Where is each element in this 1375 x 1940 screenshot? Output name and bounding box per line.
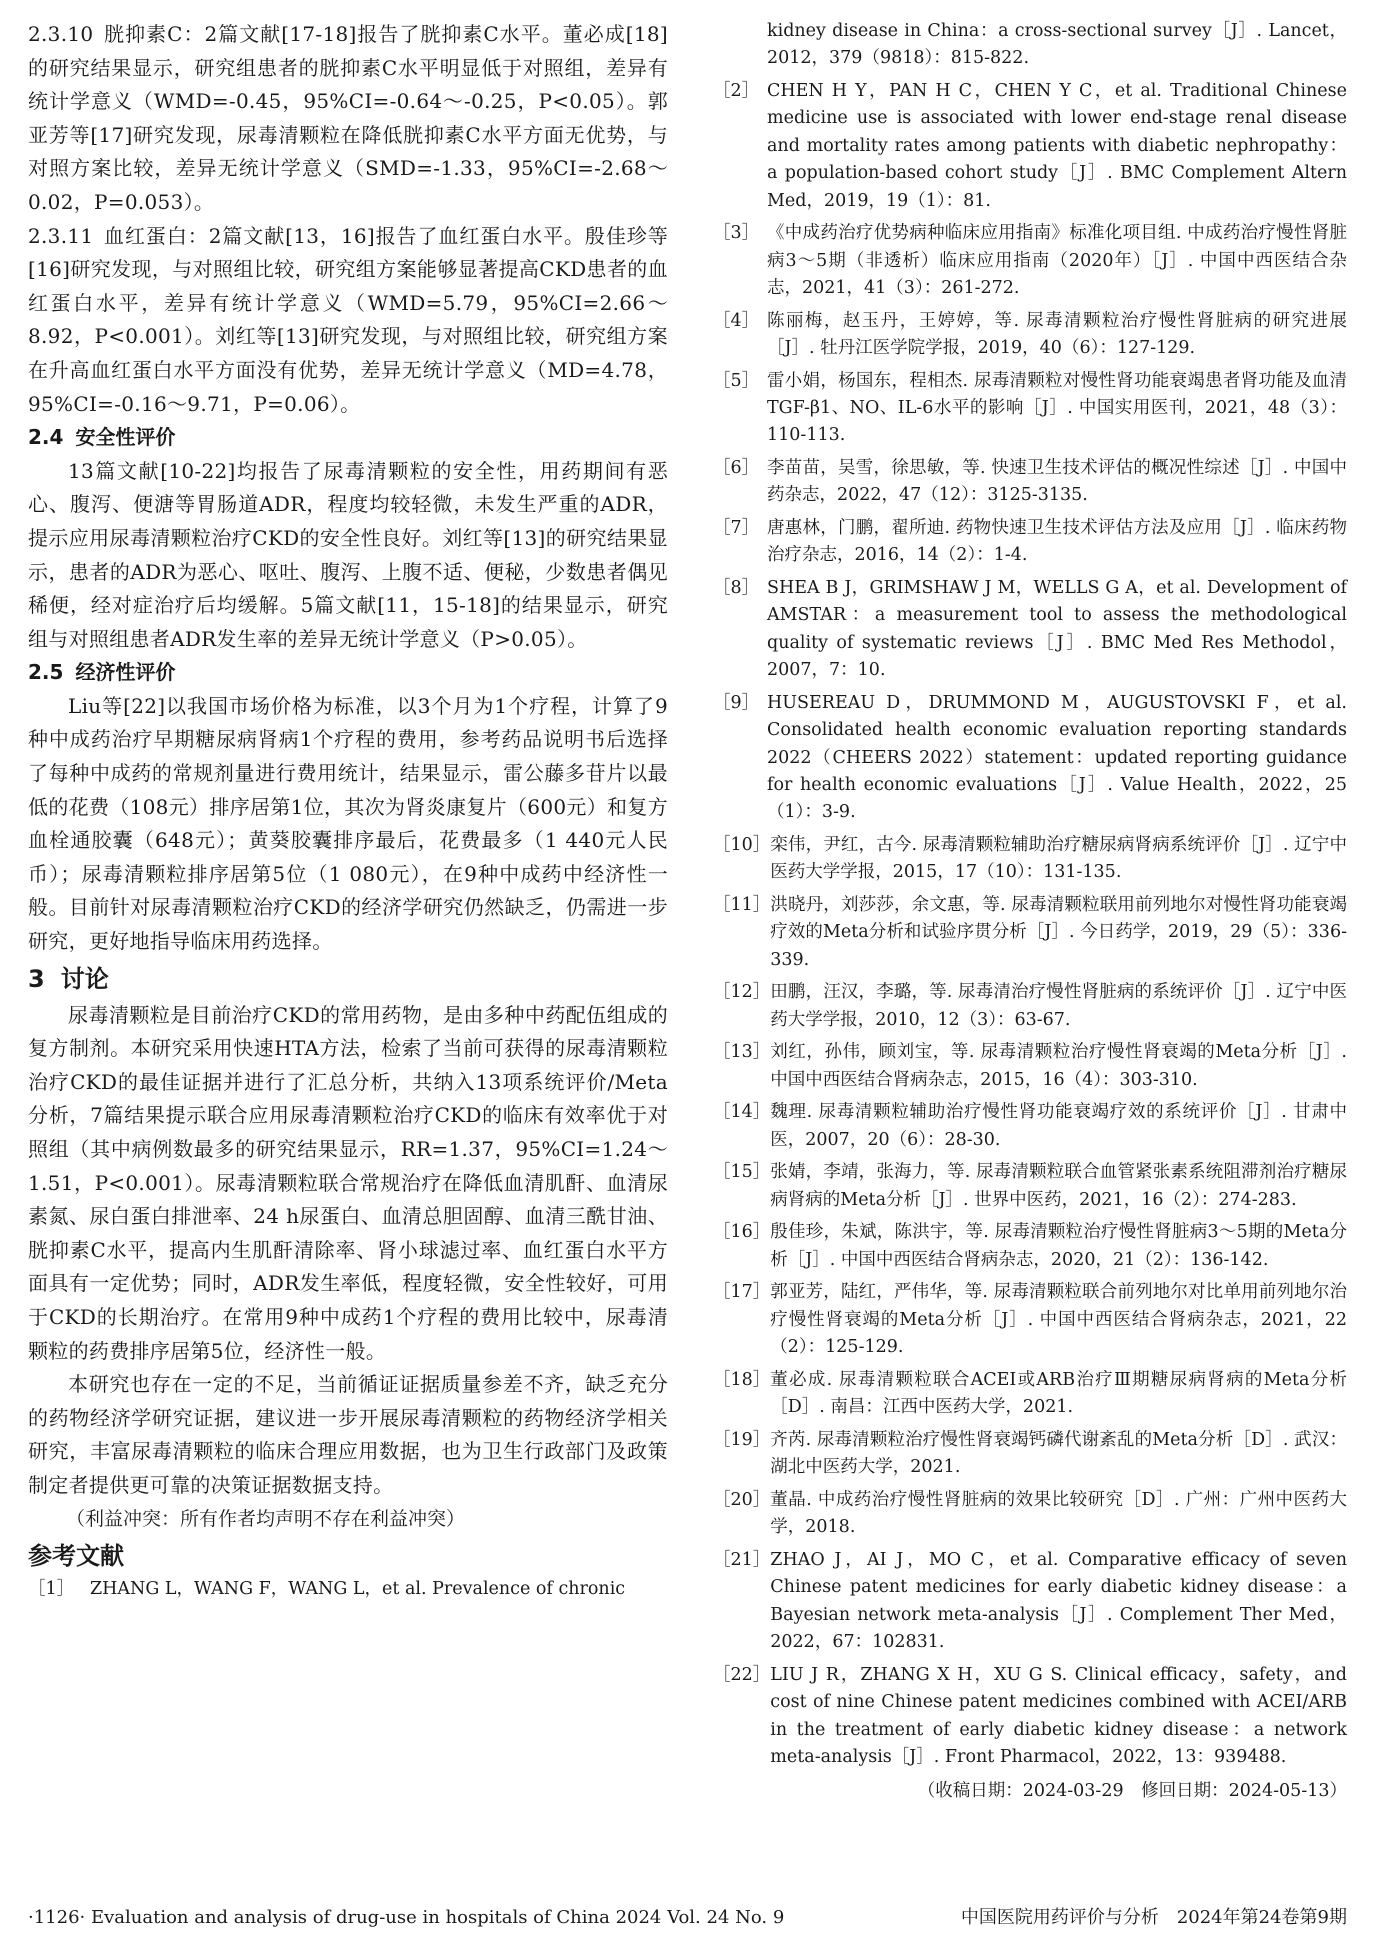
left-column [28,18,668,1608]
reference-item [713,308,1347,363]
section-2-3-10 [28,18,668,220]
reference-item [713,515,1347,570]
reference-item [713,18,1347,73]
reference-item [713,690,1347,827]
reference-list-left [28,1576,668,1603]
reference-text: 刘红，孙伟，顾刘宝，等. 尿毒清颗粒治疗慢性肾衰竭的Meta分析［J］. 中国中西医结合肾病杂志，2015，16（4）：303-310. [770,1042,1347,1090]
footer-right: 中国医院用药评价与分析 2024年第24卷第9期 [960,1907,1347,1928]
section-number: 3 [28,964,45,993]
reference-item [713,892,1347,974]
reference-item [713,1547,1347,1657]
reference-text: 雷小娟，杨国东，程相杰. 尿毒清颗粒对慢性肾功能衰竭患者肾功能及血清TGF-β1、NO、IL-6水平的影响［J］. 中国实用医刊，2021，48（3）：110-113. [767,370,1347,446]
reference-number: ［14］ [713,1102,771,1123]
reference-item [713,1099,1347,1154]
reference-item [713,1039,1347,1094]
reference-text: LIU J R，ZHANG X H，XU G S. Clinical efficacy，safety，and cost of nine Chinese patent medicines combined with ACEI/ARB in the treatment of early diabetic kidney disease：a network meta-analysis［J］. Front Pharmacol，2022，13：939488. [770,1664,1347,1767]
section-2-4-heading [28,421,668,455]
reference-item [713,979,1347,1034]
reference-item [713,1487,1347,1542]
section-title: 经济性评价 [75,660,176,685]
reference-number: ［5］ [713,370,760,391]
reference-item [713,832,1347,887]
reference-number: ［10］ [713,835,771,856]
received-dates: （收稿日期：2024-03-29 修回日期：2024-05-13） [917,1780,1347,1801]
reference-number: ［19］ [713,1429,771,1450]
reference-text: ZHANG L，WANG F，WANG L，et al. Prevalence of chronic [90,1579,626,1600]
reference-text: 陈丽梅，赵玉丹，王婷婷，等. 尿毒清颗粒治疗慢性肾脏病的研究进展［J］. 牡丹江医学院学报，2019，40（6）：127-129. [767,310,1347,359]
reference-number: ［6］ [713,458,760,479]
reference-number: ［11］ [713,895,771,916]
reference-number: ［17］ [713,1282,771,1303]
references-heading: 参考文献 [28,1542,124,1571]
reference-number: ［2］ [713,81,760,101]
reference-text: CHEN H Y，PAN H C，CHEN Y C，et al. Traditional Chinese medicine use is associated with lower end-stage renal disease and mortality rates among patients with diabetic nephropathy：a population-based cohort study［J］. BMC Complement Altern Med，2019，19（1）：81. [767,81,1347,211]
reference-number: ［4］ [713,310,760,331]
section-text: 血红蛋白：2篇文献[13，16]报告了血红蛋白水平。殷佳珍等[16]研究发现，与对照组比较，研究组方案能够显著提高CKD患者的血红蛋白水平，差异有统计学意义（WMD=5.79，95%CI=2.66～8.92，P<0.001）。刘红等[13]研究发现，与对照组比较，研究组方案在升高血红蛋白水平方面没有优势，差异无统计学意义（MD=4.78，95%CI=-0.16～9.71，P=0.06）。 [28,223,668,416]
section-text: 胱抑素C：2篇文献[17-18]报告了胱抑素C水平。董必成[18]的研究结果显示，研究组患者的胱抑素C水平明显低于对照组，差异有统计学意义（WMD=-0.45，95%CI=-0.64～-0.25，P<0.05）。郭亚芳等[17]研究发现，尿毒清颗粒在降低胱抑素C水平方面无优势，与对照方案比较，差异无统计学意义（SMD=-1.33，95%CI=-2.68～0.02，P=0.053）。 [28,22,668,214]
right-column [713,18,1347,1805]
reference-item [713,1427,1347,1482]
section-2-3-11 [28,220,668,422]
reference-item [713,455,1347,510]
reference-number: ［7］ [713,518,760,539]
reference-text: 田鹏，汪汉，李璐，等. 尿毒清治疗慢性肾脏病的系统评价［J］. 辽宁中医药大学学报，2010，12（3）：63-67. [770,982,1347,1030]
page-footer [28,1906,1347,1930]
reference-text: HUSEREAU D，DRUMMOND M，AUGUSTOVSKI F，et al. Consolidated health economic evaluation reporting standards 2022（CHEERS 2022）statement：updated reporting guidance for health economic evaluations［J］. Value Health，2022，25（1）：3-9. [767,692,1347,823]
reference-text: 张婧，李靖，张海力，等. 尿毒清颗粒联合血管紧张素系统阻滞剂治疗糖尿病肾病的Meta分析［J］. 世界中医药，2021，16（2）：274-283. [770,1162,1347,1210]
reference-number [713,18,767,73]
section-number: 2.3.11 [28,223,94,248]
reference-item [713,1159,1347,1214]
section-2-5-text: Liu等[22]以我国市场价格为标准，以3个月为1个疗程，计算了9种中成药治疗早期糖尿病肾病1个疗程的费用，参考药品说明书后选择了每种中成药的常规剂量进行费用统计，结果显示，雷公藤多苷片以最低的花费（108元）排序居第1位，其次为肾炎康复片（600元）和复方血栓通胶囊（648元）；黄葵胶囊排序最后，花费最多（1 440元人民币）；尿毒清颗粒排序居第5位（1 080元），在9种中成药中经济性一般。目前针对尿毒清颗粒治疗CKD的经济学研究仍然缺乏，仍需进一步研究，更好地指导临床用药选择。 [28,693,668,954]
section-title: 安全性评价 [75,425,176,450]
reference-text: 魏理. 尿毒清颗粒辅助治疗慢性肾功能衰竭疗效的系统评价［J］. 甘肃中医，2007，20（6）：28-30. [770,1102,1347,1150]
reference-item [713,575,1347,685]
reference-item [713,368,1347,450]
reference-item [28,1576,668,1603]
reference-number: ［13］ [713,1042,771,1063]
reference-text: 郭亚芳，陆红，严伟华，等. 尿毒清颗粒联合前列地尔对比单用前列地尔治疗慢性肾衰竭的Meta分析［J］. 中国中西医结合肾病杂志，2021，22（2）：125-129. [770,1282,1347,1358]
reference-text: ZHAO J，AI J，MO C，et al. Comparative efficacy of seven Chinese patent medicines for early diabetic kidney disease：a Bayesian network meta-analysis［J］. Complement Ther Med，2022，67：102831. [770,1549,1347,1653]
reference-number: ［9］ [713,692,760,713]
reference-item [713,1219,1347,1274]
reference-list-right [713,18,1347,1771]
reference-text: 董晶. 中成药治疗慢性肾脏病的效果比较研究［D］. 广州：广州中医药大学，2018. [770,1489,1347,1538]
discussion-paragraph-1: 尿毒清颗粒是目前治疗CKD的常用药物，是由多种中药配伍组成的复方制剂。本研究采用快速HTA方法，检索了当前可获得的尿毒清颗粒治疗CKD的最佳证据并进行了汇总分析，共纳入13项系统评价/Meta分析，7篇结果提示联合应用尿毒清颗粒治疗CKD的临床有效率优于对照组（其中病例数最多的研究结果显示，RR=1.37，95%CI=1.24～1.51，P<0.001）。尿毒清颗粒联合常规治疗在降低血清肌酐、血清尿素氮、尿白蛋白排泄率、24 h尿蛋白、血清总胆固醇、血清三酰甘油、胱抑素C水平，提高内生肌酐清除率、肾小球滤过率、血红蛋白水平方面具有一定优势；同时，ADR发生率低，程度轻微，安全性较好，可用于CKD的长期治疗。在常用9种中成药1个疗程的费用比较中，尿毒清颗粒的药费排序居第5位，经济性一般。 [28,1002,668,1363]
reference-text: SHEA B J，GRIMSHAW J M，WELLS G A，et al. Development of AMSTAR：a measurement tool to assess the methodological quality of systematic reviews［J］. BMC Med Res Methodol，2007，7：10. [767,578,1347,681]
reference-item [713,1367,1347,1422]
reference-number: ［16］ [713,1222,771,1243]
section-number: 2.4 [28,425,64,450]
reference-text: 殷佳珍，朱斌，陈洪宇，等. 尿毒清颗粒治疗慢性肾脏病3～5期的Meta分析［J］. 中国中西医结合肾病杂志，2020，21（2）：136-142. [770,1222,1347,1270]
reference-item [713,1279,1347,1361]
section-2-5-heading [28,656,668,690]
reference-number: ［21］ [713,1549,771,1570]
reference-item [713,78,1347,215]
reference-item [713,220,1347,302]
section-title: 讨论 [60,964,109,993]
reference-number: ［3］ [713,223,760,244]
reference-number: ［1］ [28,1579,75,1600]
footer-left: ·1126· Evaluation and analysis of drug-use in hospitals of China 2024 Vol. 24 No. 9 [28,1907,785,1928]
reference-text: 栾伟，尹红，古今. 尿毒清颗粒辅助治疗糖尿病肾病系统评价［J］. 辽宁中医药大学学报，2015，17（10）：131-135. [770,835,1347,883]
reference-text: 洪晓丹，刘莎莎，余文惠，等. 尿毒清颗粒联用前列地尔对慢性肾功能衰竭疗效的Meta分析和试验序贯分析［J］. 今日药学，2019，29（5）：336-339. [770,895,1347,970]
discussion-paragraph-2: 本研究也存在一定的不足，当前循证证据质量参差不齐，缺乏充分的药物经济学研究证据，建议进一步开展尿毒清颗粒的药物经济学相关研究，丰富尿毒清颗粒的临床合理应用数据，也为卫生行政部门及政策制定者提供更可靠的决策证据数据支持。 [28,1372,668,1497]
reference-number: ［8］ [713,578,760,599]
reference-text: kidney disease in China：a cross-sectional survey［J］. Lancet，2012，379（9818）：815-822. [767,21,1347,69]
section-number: 2.5 [28,660,64,685]
reference-number: ［18］ [713,1369,771,1390]
section-2-4-text: 13篇文献[10-22]均报告了尿毒清颗粒的安全性，用药期间有恶心、腹泻、便溏等胃肠道ADR，程度均较轻微，未发生严重的ADR，提示应用尿毒清颗粒治疗CKD的安全性良好。刘红等[13]的研究结果显示，患者的ADR为恶心、呕吐、腹泻、上腹不适、便秘，少数患者偶见稀便，经对症治疗后均缓解。5篇文献[11，15-18]的结果显示，研究组与对照组患者ADR发生率的差异无统计学意义（P>0.05）。 [28,458,668,651]
section-number: 2.3.10 [28,22,94,46]
reference-number: ［15］ [713,1162,771,1183]
reference-number: ［12］ [713,982,771,1003]
reference-number: ［22］ [713,1664,771,1685]
reference-text: 唐惠林，门鹏，翟所迪. 药物快速卫生技术评估方法及应用［J］. 临床药物治疗杂志，2016，14（2）：1-4. [767,518,1347,566]
reference-text: 《中成药治疗优势病种临床应用指南》标准化项目组. 中成药治疗慢性肾脏病3～5期（非透析）临床应用指南（2020年）［J］. 中国中西医结合杂志，2021，41（3）：261-272. [767,223,1347,299]
reference-number: ［20］ [713,1489,771,1510]
reference-text: 李苗苗，吴雪，徐思敏，等. 快速卫生技术评估的概况性综述［J］. 中国中药杂志，2022，47（12）：3125-3135. [767,458,1347,506]
section-3-heading [28,961,668,997]
reference-text: 董必成. 尿毒清颗粒联合ACEI或ARB治疗Ⅲ期糖尿病肾病的Meta分析［D］. 南昌：江西中医药大学，2021. [770,1369,1347,1418]
reference-text: 齐芮. 尿毒清颗粒治疗慢性肾衰竭钙磷代谢紊乱的Meta分析［D］. 武汉：湖北中医药大学，2021. [770,1429,1347,1478]
reference-item [713,1662,1347,1772]
conflict-of-interest: （利益冲突：所有作者均声明不存在利益冲突） [66,1507,466,1530]
